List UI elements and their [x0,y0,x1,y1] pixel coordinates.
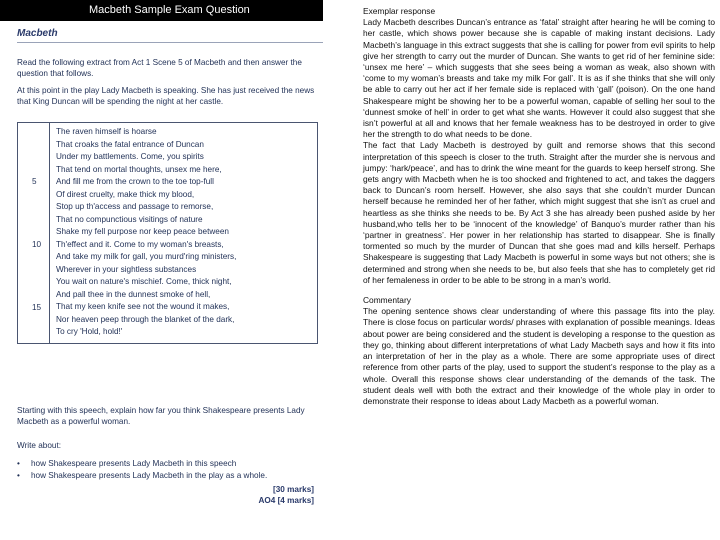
extract-line: That no compunctious visitings of nature [56,214,203,224]
extract-line: Of direst cruelty, make thick my blood, [56,189,195,199]
exemplar-paragraph: Lady Macbeth describes Duncan’s entrance as ‘fatal’ straight after hearing he will be coming to her castle, which shows power because she is capable of making instant decisions. Lady Macbeth’s language in this extract suggests that she is calling for power from evil spirits to help give her strength to carry out the murder of Duncan. She wants to get rid of her feminine side: ‘unsex me here’ – which suggests that she sees being a woman as weak, also shown with ‘come to my woman’s breasts and take my milk For gall’. It is as if she thinks that she will only be able to carry out her act if her female side is replaced with ‘gall’ (poison). On the one hand Shakespeare might be showing her to be a powerful woman, capable of selling her soul to the ‘dunnest smoke of hell’ in order to get what she wants. However it could also suggest that she isn’t powerful at all and knows that her female weakness has to be destroyed in order to give her the strength to do what needs to be done. [363,17,715,140]
bullet-icon: • [17,459,20,468]
line-number-column [18,123,48,343]
bullet-item: • how Shakespeare presents Lady Macbeth in this speech [17,459,237,468]
exam-question: Starting with this speech, explain how far you think Shakespeare presents Lady Macbeth as a powerful woman. [17,406,305,426]
extract-line: Under my battlements. Come, you spirits [56,152,204,161]
context-text: At this point in the play Lady Macbeth is speaking. She has just received the news that King Duncan will be spending the night at her castle. [17,86,315,106]
extract-line: Shake my fell purpose nor keep peace between [56,227,229,236]
extract-line: Wherever in your sightless substances [56,264,197,274]
extract-line: And take my milk for gall, you murd'ring ministers, [56,252,237,261]
exam-question-panel [0,0,323,540]
extract-box [17,122,318,344]
extract-line: That my keen knife see not the wound it makes, [56,302,230,311]
ao4-marks-label: AO4 [4 marks] [258,496,314,505]
extract-line: Stop up th'access and passage to remorse, [56,202,214,211]
play-title: Macbeth [17,28,58,39]
extract-line: And fill me from the crown to the toe top-full [56,177,214,186]
exemplar-panel [363,6,715,407]
bullet-item: • how Shakespeare presents Lady Macbeth in the play as a whole. [17,471,268,480]
commentary-text: The opening sentence shows clear understanding of where this passage fits into the play. There is close focus on particular words/ phrases with explanation of possible meanings. Ideas about power are being considered and the student is developing a response to the question as they go, thinking about different interpretations of what Lady Macbeth says and how it fits into an interpretation of her in the play as a whole. There are some appropriate uses of direct reference from other parts of the play, used to support the student’s response to the play as a whole. Overall this response shows clear understanding of the demands of the task. The student deals well with both the extract and their knowledge of the whole play in order to demonstrate their response to ideas about Lady Macbeth as a powerful woman. [363,306,715,406]
bullet-icon: • [17,471,20,480]
line-number: 10 [32,240,42,249]
extract-line: That croaks the fatal entrance of Duncan [56,139,204,149]
extract-line: And pall thee in the dunnest smoke of hell, [56,289,211,299]
line-number: 5 [32,177,37,186]
instruction-text: Read the following extract from Act 1 Scene 5 of Macbeth and then answer the question that follows. [17,58,302,78]
write-about-label: Write about: [17,441,61,450]
extract-line: Nor heaven peep through the blanket of the dark, [56,314,235,324]
exemplar-heading: Exemplar response [363,6,436,16]
extract-line: To cry 'Hold, hold!' [56,327,123,336]
line-number: 15 [32,303,42,312]
marks-label: [30 marks] [273,485,314,494]
extract-line: You wait on nature's mischief. Come, thick night, [56,277,232,286]
commentary-heading: Commentary [363,295,411,306]
banner-title: Macbeth Sample Exam Question [0,0,323,21]
extract-line: Th'effect and it. Come to my woman's breasts, [56,239,224,249]
extract-text [49,123,318,343]
exemplar-paragraph: The fact that Lady Macbeth is destroyed by guilt and remorse shows that this second interpretation of this speech is closer to the truth. Straight after the murder she is nervous and jumpy: ‘hark/peace’, and has to drink the wine meant for the guards to keep herself strong. She gets angry with Macbeth when he is too shocked and frightened to act, and takes the daggers back to Duncan’s room herself. However, she also says that she couldn’t murder Duncan herself because he reminded her of her father, which might suggest that she isn’t as cruel and heartless as she thinks she needs to be. By Act 3 she has already been pushed aside by her husband,who tells her to be ‘innocent of the knowledge’ of Banquo’s murder rather than his ‘partner in greatness’. Her power in her relationship has started to disappear. She is finally tormented so much by the murder of Duncan that she goes mad and kills herself. Perhaps Shakespeare is suggesting that Lady Macbeth is powerful in some ways but not others; she is determined and strong when she needs to be, but also feels that she has to completely get rid of her femaleness in order to be able to be strong in a man’s world. [363,140,715,285]
divider [17,42,323,43]
extract-line: That tend on mortal thoughts, unsex me here, [56,164,222,174]
extract-line: The raven himself is hoarse [56,127,157,136]
